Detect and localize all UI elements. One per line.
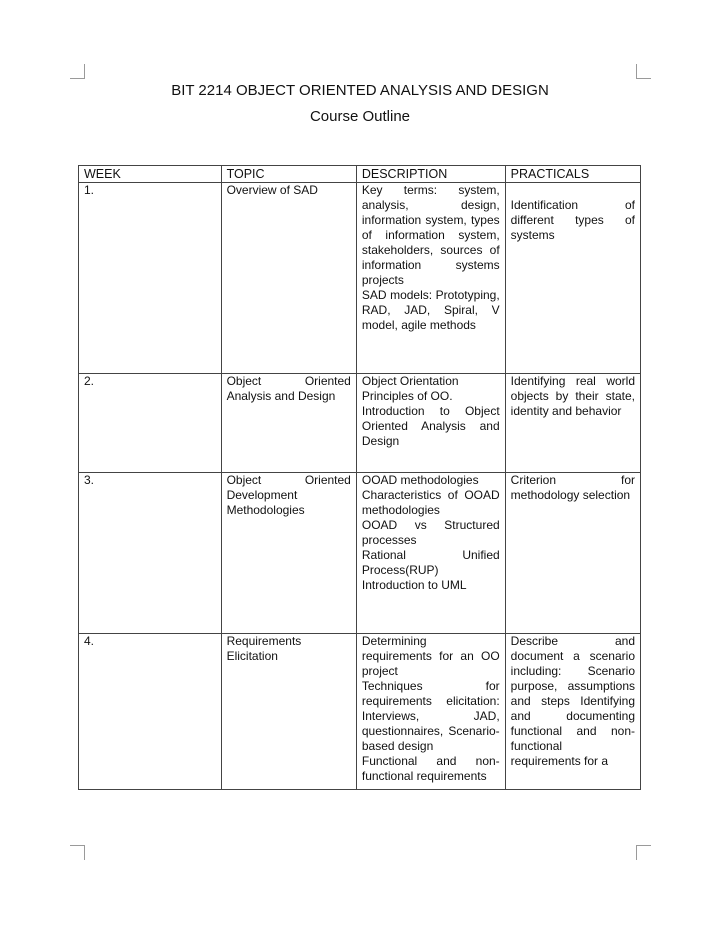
description-line: Principles of OO. [361,389,453,403]
topic-cell: Requirements Elicitation [221,634,356,790]
week-cell: 3. [79,473,222,634]
description-line: Techniques for requirements elicitation: Interviews, JAD, questionnaires, Scenario-based design [361,679,500,753]
description-line: Characteristics of OOAD methodologies [361,488,500,517]
practicals-cell: Describe and document a scenario including: Scenario purpose, assumptions and steps Identifying and documenting functional and non-functional requirements for a [505,634,640,790]
description-line: Introduction to UML [361,578,467,592]
table-row [79,183,641,374]
description-line: Object Orientation [361,374,459,388]
table-row [79,634,641,790]
table-header-row [79,166,641,183]
column-header-topic: TOPIC [221,166,356,183]
description-line: Functional and non-functional requirements [361,754,500,783]
crop-mark-bottom-right [636,845,651,860]
description-line: Determining requirements for an OO project [361,634,500,678]
practicals-cell [505,183,640,374]
description-line: Rational Unified Process(RUP) [361,548,500,577]
practicals-cell: Identifying real world objects by their state, identity and behavior [505,374,640,473]
table-row [79,374,641,473]
crop-mark-bottom-left [70,845,85,860]
description-cell [356,473,505,634]
column-header-practicals: PRACTICALS [505,166,640,183]
description-line: SAD models: Prototyping, RAD, JAD, Spiral, V model, agile methods [361,288,500,332]
description-line: Introduction to Object Oriented Analysis and Design [361,404,500,448]
crop-mark-top-right [636,64,651,79]
column-header-description: DESCRIPTION [356,166,505,183]
topic-cell: Object Oriented Development Methodologies [221,473,356,634]
practicals-text: Identification of different types of systems [510,198,635,242]
document-subtitle: Course Outline [309,108,411,125]
table-row [79,473,641,634]
topic-cell: Object Oriented Analysis and Design [221,374,356,473]
description-line: OOAD vs Structured processes [361,518,500,547]
week-cell: 4. [79,634,222,790]
description-line: Key terms: system, analysis, design, information system, types of information system, stakeholders, sources of information systems projects [361,183,500,287]
description-line: OOAD methodologies [361,473,479,487]
column-header-week: WEEK [79,166,222,183]
topic-cell: Overview of SAD [221,183,356,374]
week-cell: 2. [79,374,222,473]
practicals-cell: Criterion for methodology selection [505,473,640,634]
course-outline-table [78,165,641,790]
description-cell [356,374,505,473]
description-cell [356,183,505,374]
document-title: BIT 2214 OBJECT ORIENTED ANALYSIS AND DESIGN [171,82,549,99]
week-cell: 1. [79,183,222,374]
crop-mark-top-left [70,64,85,79]
description-cell [356,634,505,790]
